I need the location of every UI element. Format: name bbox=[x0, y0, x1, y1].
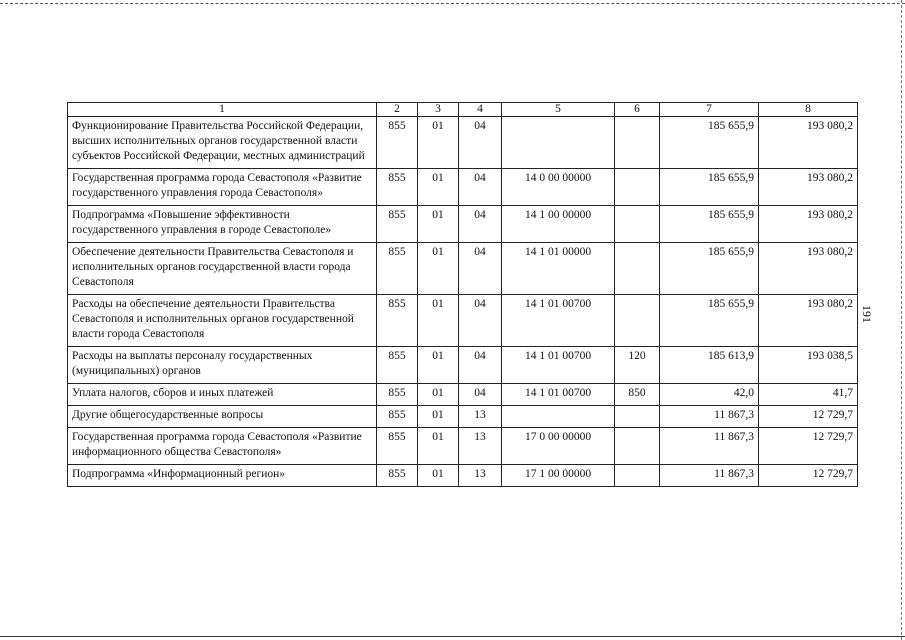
table-body bbox=[68, 117, 858, 487]
table-row bbox=[68, 384, 858, 406]
section-cell: 01 bbox=[418, 465, 459, 487]
row-name-cell: Государственная программа города Севастополя «Развитие информационного общества Севастополя» bbox=[68, 428, 377, 465]
table-row bbox=[68, 206, 858, 243]
subsection-cell: 13 bbox=[459, 428, 502, 465]
target-article-cell: 14 1 00 00000 bbox=[502, 206, 615, 243]
amount-col7-cell: 185 613,9 bbox=[660, 347, 759, 384]
header-col-2: 2 bbox=[377, 103, 418, 117]
target-article-cell: 14 0 00 00000 bbox=[502, 169, 615, 206]
target-article-cell: 14 1 01 00700 bbox=[502, 295, 615, 347]
subsection-cell: 04 bbox=[459, 169, 502, 206]
expense-type-cell bbox=[615, 428, 660, 465]
admin-code-cell: 855 bbox=[377, 406, 418, 428]
target-article-cell: 14 1 01 00000 bbox=[502, 243, 615, 295]
amount-col7-cell: 185 655,9 bbox=[660, 206, 759, 243]
table-row bbox=[68, 465, 858, 487]
section-cell: 01 bbox=[418, 295, 459, 347]
scan-border-bottom bbox=[0, 636, 905, 637]
header-col-6: 6 bbox=[615, 103, 660, 117]
expense-type-cell bbox=[615, 206, 660, 243]
subsection-cell: 13 bbox=[459, 465, 502, 487]
amount-col8-cell: 193 080,2 bbox=[759, 169, 858, 206]
subsection-cell: 04 bbox=[459, 347, 502, 384]
amount-col8-cell: 193 080,2 bbox=[759, 295, 858, 347]
page-number: 191 bbox=[860, 305, 874, 323]
subsection-cell: 04 bbox=[459, 243, 502, 295]
amount-col8-cell: 193 038,5 bbox=[759, 347, 858, 384]
amount-col8-cell: 12 729,7 bbox=[759, 406, 858, 428]
table-row bbox=[68, 347, 858, 384]
section-cell: 01 bbox=[418, 428, 459, 465]
section-cell: 01 bbox=[418, 206, 459, 243]
target-article-cell: 17 0 00 00000 bbox=[502, 428, 615, 465]
section-cell: 01 bbox=[418, 243, 459, 295]
expense-type-cell bbox=[615, 169, 660, 206]
expense-type-cell: 850 bbox=[615, 384, 660, 406]
amount-col7-cell: 11 867,3 bbox=[660, 406, 759, 428]
row-name-cell: Функционирование Правительства Российской Федерации, высших исполнительных органов государственной власти субъектов Российской Федерации, местных администраций bbox=[68, 117, 377, 169]
expense-type-cell bbox=[615, 295, 660, 347]
row-name-cell: Подпрограмма «Повышение эффективности государственного управления в городе Севастополе» bbox=[68, 206, 377, 243]
amount-col7-cell: 11 867,3 bbox=[660, 465, 759, 487]
table-row bbox=[68, 428, 858, 465]
admin-code-cell: 855 bbox=[377, 295, 418, 347]
target-article-cell: 14 1 01 00700 bbox=[502, 347, 615, 384]
budget-table bbox=[67, 102, 858, 487]
table-row bbox=[68, 243, 858, 295]
header-col-7: 7 bbox=[660, 103, 759, 117]
amount-col8-cell: 12 729,7 bbox=[759, 465, 858, 487]
expense-type-cell: 120 bbox=[615, 347, 660, 384]
amount-col8-cell: 193 080,2 bbox=[759, 117, 858, 169]
header-row bbox=[68, 103, 858, 117]
table-header bbox=[68, 103, 858, 117]
admin-code-cell: 855 bbox=[377, 169, 418, 206]
admin-code-cell: 855 bbox=[377, 206, 418, 243]
row-name-cell: Расходы на обеспечение деятельности Правительства Севастополя и исполнительных органов государственной власти города Севастополя bbox=[68, 295, 377, 347]
expense-type-cell bbox=[615, 406, 660, 428]
target-article-cell: 17 1 00 00000 bbox=[502, 465, 615, 487]
row-name-cell: Обеспечение деятельности Правительства Севастополя и исполнительных органов государственной власти города Севастополя bbox=[68, 243, 377, 295]
header-col-5: 5 bbox=[502, 103, 615, 117]
scan-border-right bbox=[901, 0, 902, 640]
amount-col8-cell: 41,7 bbox=[759, 384, 858, 406]
amount-col8-cell: 193 080,2 bbox=[759, 206, 858, 243]
expense-type-cell bbox=[615, 465, 660, 487]
row-name-cell: Уплата налогов, сборов и иных платежей bbox=[68, 384, 377, 406]
amount-col7-cell: 185 655,9 bbox=[660, 295, 759, 347]
section-cell: 01 bbox=[418, 384, 459, 406]
subsection-cell: 13 bbox=[459, 406, 502, 428]
admin-code-cell: 855 bbox=[377, 347, 418, 384]
row-name-cell: Другие общегосударственные вопросы bbox=[68, 406, 377, 428]
admin-code-cell: 855 bbox=[377, 117, 418, 169]
table-row bbox=[68, 406, 858, 428]
expense-type-cell bbox=[615, 243, 660, 295]
admin-code-cell: 855 bbox=[377, 428, 418, 465]
amount-col8-cell: 12 729,7 bbox=[759, 428, 858, 465]
amount-col7-cell: 42,0 bbox=[660, 384, 759, 406]
section-cell: 01 bbox=[418, 117, 459, 169]
scan-border-top bbox=[0, 3, 905, 4]
subsection-cell: 04 bbox=[459, 117, 502, 169]
target-article-cell: 14 1 01 00700 bbox=[502, 384, 615, 406]
amount-col7-cell: 185 655,9 bbox=[660, 243, 759, 295]
amount-col7-cell: 185 655,9 bbox=[660, 169, 759, 206]
target-article-cell bbox=[502, 117, 615, 169]
row-name-cell: Государственная программа города Севастополя «Развитие государственного управления города Севастополя» bbox=[68, 169, 377, 206]
row-name-cell: Подпрограмма «Информационный регион» bbox=[68, 465, 377, 487]
admin-code-cell: 855 bbox=[377, 384, 418, 406]
subsection-cell: 04 bbox=[459, 206, 502, 243]
target-article-cell bbox=[502, 406, 615, 428]
header-col-3: 3 bbox=[418, 103, 459, 117]
amount-col7-cell: 11 867,3 bbox=[660, 428, 759, 465]
row-name-cell: Расходы на выплаты персоналу государственных (муниципальных) органов bbox=[68, 347, 377, 384]
section-cell: 01 bbox=[418, 347, 459, 384]
expense-type-cell bbox=[615, 117, 660, 169]
header-col-1: 1 bbox=[68, 103, 377, 117]
subsection-cell: 04 bbox=[459, 295, 502, 347]
table-row bbox=[68, 169, 858, 206]
header-col-4: 4 bbox=[459, 103, 502, 117]
amount-col7-cell: 185 655,9 bbox=[660, 117, 759, 169]
section-cell: 01 bbox=[418, 169, 459, 206]
admin-code-cell: 855 bbox=[377, 465, 418, 487]
section-cell: 01 bbox=[418, 406, 459, 428]
header-col-8: 8 bbox=[759, 103, 858, 117]
amount-col8-cell: 193 080,2 bbox=[759, 243, 858, 295]
subsection-cell: 04 bbox=[459, 384, 502, 406]
table-row bbox=[68, 117, 858, 169]
table-row bbox=[68, 295, 858, 347]
admin-code-cell: 855 bbox=[377, 243, 418, 295]
